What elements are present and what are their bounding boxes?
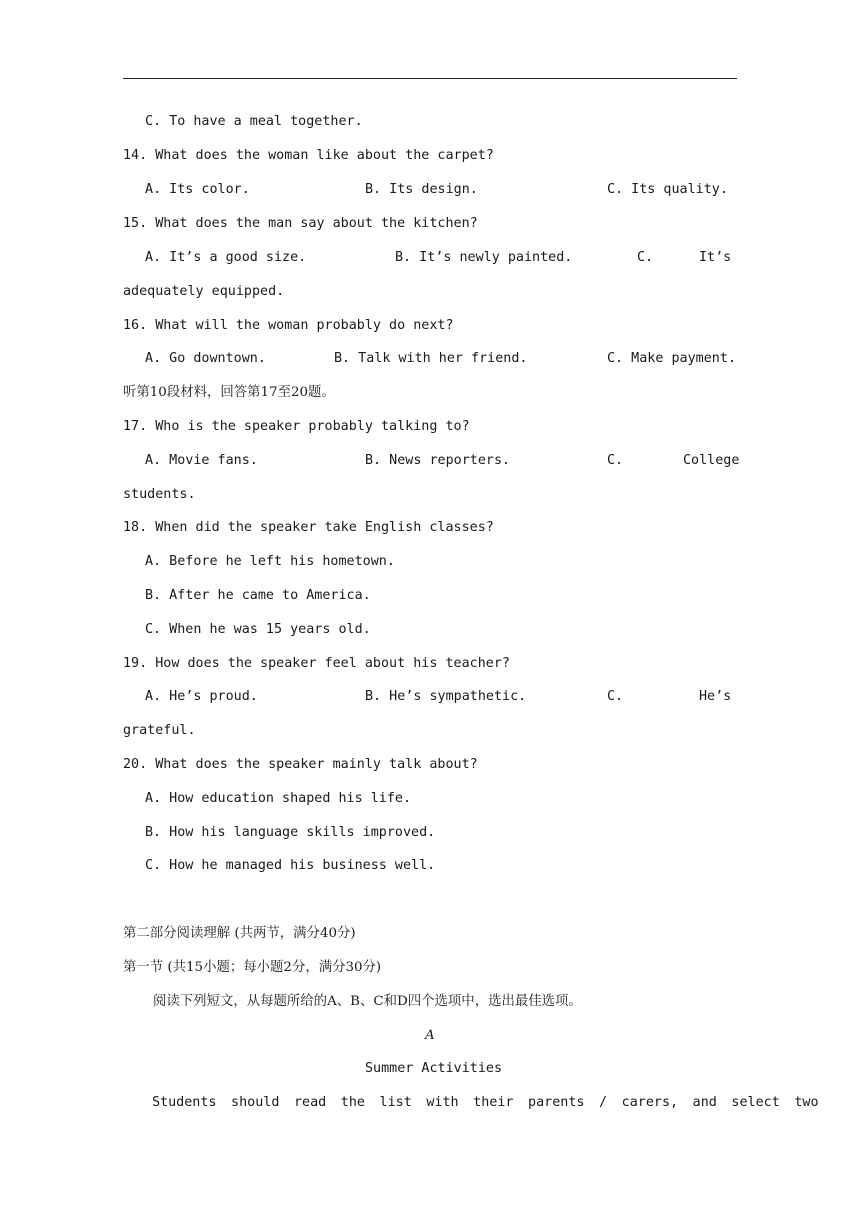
q14-option-a: A. Its color.	[145, 182, 250, 197]
q18-option-b: B. After he came to America.	[145, 588, 371, 603]
q16-option-c: C. Make payment.	[607, 351, 736, 366]
q14-option-b: B. Its design.	[365, 182, 478, 197]
passage-label: A	[425, 1028, 435, 1043]
part-two-heading: 第二部分阅读理解 (共两节，满分40分)	[123, 926, 356, 941]
q16-option-b: B. Talk with her friend.	[334, 351, 528, 366]
q15-option-c-continued: adequately equipped.	[123, 284, 285, 299]
q15-option-b: B. It’s newly painted.	[395, 250, 573, 265]
q17-question: 17. Who is the speaker probably talking to?	[123, 419, 470, 434]
q13-option-c: C. To have a meal together.	[145, 114, 363, 129]
q15-option-c-text: It’s	[699, 250, 732, 265]
q14-question: 14. What does the woman like about the carpet?	[123, 148, 494, 163]
q17-option-c-letter: C.	[607, 453, 624, 468]
q17-option-c-text: College	[683, 453, 740, 468]
q17-option-a: A. Movie fans.	[145, 453, 258, 468]
q16-question: 16. What will the woman probably do next?	[123, 318, 454, 333]
q19-option-c-text: He’s	[699, 689, 732, 704]
header-rule	[123, 78, 737, 79]
q18-option-a: A. Before he left his hometown.	[145, 554, 395, 569]
q19-option-b: B. He’s sympathetic.	[365, 689, 527, 704]
q20-option-a: A. How education shaped his life.	[145, 791, 412, 806]
q19-option-a: A. He’s proud.	[145, 689, 258, 704]
section-one-heading: 第一节 (共15小题；每小题2分，满分30分)	[123, 960, 382, 975]
q15-option-c-letter: C.	[637, 250, 654, 265]
q19-question: 19. How does the speaker feel about his teacher?	[123, 656, 510, 671]
q20-question: 20. What does the speaker mainly talk about?	[123, 757, 478, 772]
q17-option-c-continued: students.	[123, 487, 196, 502]
q15-option-a: A. It’s a good size.	[145, 250, 307, 265]
q19-option-c-letter: C.	[607, 689, 624, 704]
reading-instruction: 阅读下列短文，从每题所给的A、B、C和D四个选项中，选出最佳选项。	[153, 994, 582, 1009]
q18-question: 18. When did the speaker take English classes?	[123, 520, 494, 535]
q20-option-c: C. How he managed his business well.	[145, 858, 436, 873]
passage-first-line: Students should read the list with their parents / carers, and select two	[152, 1095, 819, 1110]
section-10-instruction: 听第10段材料，回答第17至20题。	[123, 385, 335, 400]
q14-option-c: C. Its quality.	[607, 182, 728, 197]
q16-option-a: A. Go downtown.	[145, 351, 266, 366]
q19-option-c-continued: grateful.	[123, 723, 196, 738]
q20-option-b: B. How his language skills improved.	[145, 825, 436, 840]
q15-question: 15. What does the man say about the kitchen?	[123, 216, 478, 231]
q17-option-b: B. News reporters.	[365, 453, 511, 468]
q18-option-c: C. When he was 15 years old.	[145, 622, 371, 637]
passage-title: Summer Activities	[365, 1061, 503, 1076]
